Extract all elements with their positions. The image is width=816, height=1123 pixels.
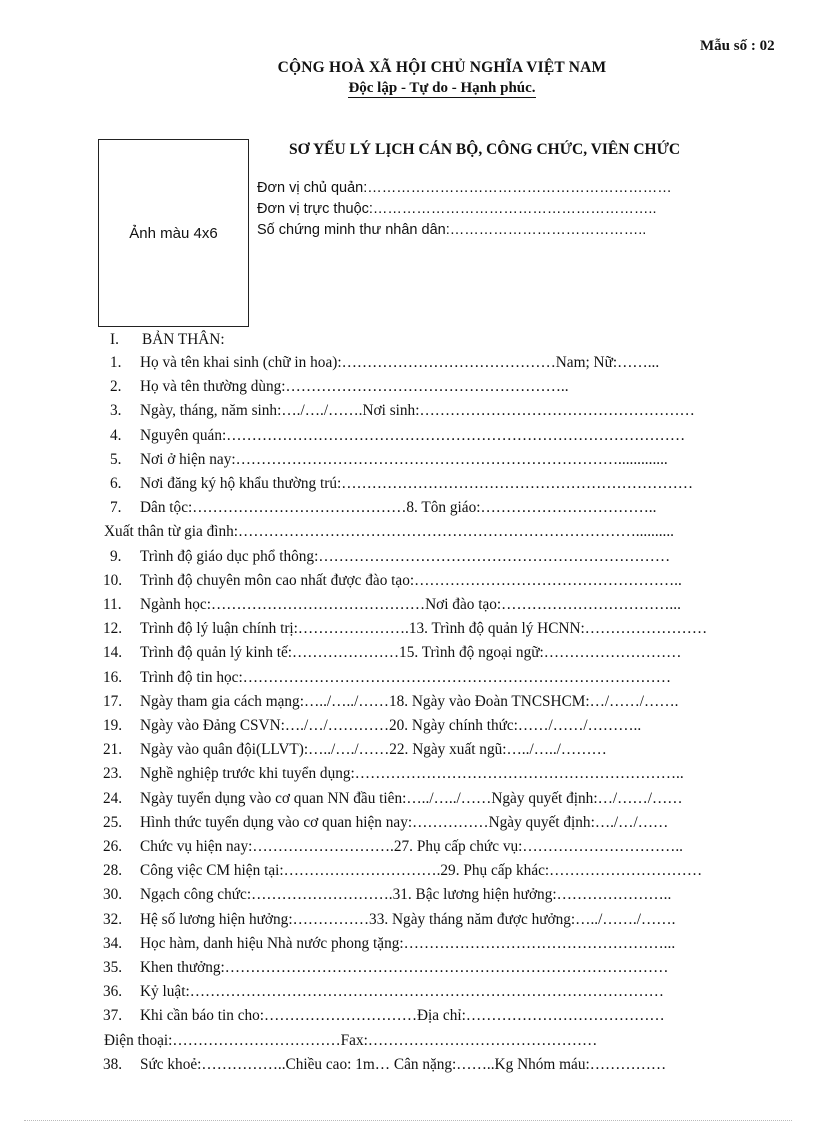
header-field-sub-unit[interactable]: Đơn vị trực thuộc:…………………………………………………..: [257, 201, 657, 217]
row-number: 2.: [110, 378, 122, 395]
row-number: 10.: [103, 572, 123, 589]
row-field-text[interactable]: Nghề nghiệp trước khi tuyển dụng:………………………………………………………..: [140, 765, 684, 782]
form-title: SƠ YẾU LÝ LỊCH CÁN BỘ, CÔNG CHỨC, VIÊN CHỨC: [289, 141, 681, 158]
header-field-id-number[interactable]: Số chứng minh thư nhân dân:…………………………………..: [257, 222, 647, 238]
motto: [0, 80, 816, 97]
row-field-text[interactable]: Trình độ lý luận chính trị:………………….13. Trình độ quản lý HCNN:……………………: [140, 620, 708, 637]
row-number: 25.: [103, 814, 123, 831]
row-number: 23.: [103, 765, 123, 782]
row-field-text[interactable]: Ngành học:……………………………………Nơi đào tạo:……………………………...: [140, 596, 681, 613]
row-number: 32.: [103, 911, 123, 928]
row-number: 1.: [110, 354, 122, 371]
row-field-text[interactable]: Trình độ giáo dục phổ thông:……………………………………………………………: [140, 548, 671, 565]
form-code: Mẫu số : 02: [700, 38, 775, 54]
row-number: 24.: [103, 790, 123, 807]
row-number: 35.: [103, 959, 123, 976]
section-title: BẢN THÂN:: [142, 331, 225, 348]
row-field-text[interactable]: Kỷ luật:…………………………………………………………………………………: [140, 983, 664, 1000]
row-field-text[interactable]: Họ và tên khai sinh (chữ in hoa):……………………………………Nam; Nữ:……...: [140, 354, 660, 371]
row-number: 34.: [103, 935, 123, 952]
row-number: 37.: [103, 1007, 123, 1024]
row-number: 9.: [110, 548, 122, 565]
row-number: 28.: [103, 862, 123, 879]
row-number: 26.: [103, 838, 123, 855]
row-field-text[interactable]: Nguyên quán:………………………………………………………………………………: [140, 427, 686, 444]
row-field-text[interactable]: Trình độ tin học:…………………………………………………………………………: [140, 669, 672, 686]
row-number: 3.: [110, 402, 122, 419]
row-field-text[interactable]: Chức vụ hiện nay:……………………….27. Phụ cấp chức vụ:…………………………..: [140, 838, 684, 855]
row-field-text[interactable]: Ngày tham gia cách mạng:…../…../……18. Ngày vào Đoàn TNCSHCM:…/……/…….: [140, 693, 679, 710]
row-field-text[interactable]: Ngày vào Đảng CSVN:…./…/…………20. Ngày chính thức:……/……/………..: [140, 717, 642, 734]
form-field-line[interactable]: Điện thoại:……………………………Fax:………………………………………: [104, 1032, 598, 1049]
row-field-text[interactable]: Khen thưởng:……………………………………………………………………………: [140, 959, 669, 976]
row-field-text[interactable]: Ngày vào quân đội(LLVT):…../…./……22. Ngày xuất ngũ:…../…../………: [140, 741, 607, 758]
row-number: 14.: [103, 644, 123, 661]
row-field-text[interactable]: Họ và tên thường dùng:………………………………………………..: [140, 378, 569, 395]
row-field-text[interactable]: Học hàm, danh hiệu Nhà nước phong tặng:……………………………………………...: [140, 935, 676, 952]
row-field-text[interactable]: Khi cần báo tin cho:…………………………Địa chỉ:…………………………………: [140, 1007, 665, 1024]
row-number: 7.: [110, 499, 122, 516]
row-field-text[interactable]: Trình độ quản lý kinh tế:…………………15. Trình độ ngoại ngữ:………………………: [140, 644, 682, 661]
row-field-text[interactable]: Ngày, tháng, năm sinh:…./…./…….Nơi sinh:………………………………………………: [140, 402, 695, 419]
form-field-line[interactable]: Xuất thân từ gia đình:……………………………………………………………………..........: [104, 523, 675, 540]
row-field-text[interactable]: Nơi ở hiện nay:………………………………………………………………….............: [140, 451, 668, 468]
row-number: 17.: [103, 693, 123, 710]
row-number: 30.: [103, 886, 123, 903]
motto-text: Độc lập - Tự do - Hạnh phúc.: [348, 80, 536, 96]
row-field-text[interactable]: Công việc CM hiện tại:………………………….29. Phụ cấp khác:…………………………: [140, 862, 703, 879]
row-field-text[interactable]: Ngạch công chức:……………………….31. Bậc lương hiện hưởng:…………………..: [140, 886, 672, 903]
photo-box: [98, 139, 249, 327]
section-number: I.: [110, 331, 119, 348]
row-field-text[interactable]: Trình độ chuyên môn cao nhất được đào tạo:……………………………………………..: [140, 572, 682, 589]
row-number: 36.: [103, 983, 123, 1000]
row-field-text[interactable]: Dân tộc:……………………………………8. Tôn giáo:……………………………..: [140, 499, 657, 516]
row-field-text[interactable]: Ngày tuyển dụng vào cơ quan NN đầu tiên:…../…../……Ngày quyết định:…/……/……: [140, 790, 683, 807]
bottom-divider: [24, 1120, 792, 1121]
row-number: 19.: [103, 717, 123, 734]
row-field-text[interactable]: Sức khoẻ:……………..Chiều cao: 1m… Cân nặng:……..Kg Nhóm máu:……………: [140, 1056, 667, 1073]
row-number: 21.: [103, 741, 123, 758]
row-field-text[interactable]: Hệ số lương hiện hưởng:……………33. Ngày tháng năm được hưởng:…../……./…….: [140, 911, 676, 928]
row-number: 12.: [103, 620, 123, 637]
row-number: 5.: [110, 451, 122, 468]
row-field-text[interactable]: Hình thức tuyển dụng vào cơ quan hiện nay:……………Ngày quyết định:…./…/……: [140, 814, 669, 831]
row-field-text[interactable]: Nơi đăng ký hộ khẩu thường trú:……………………………………………………………: [140, 475, 694, 492]
row-number: 11.: [103, 596, 122, 613]
nation-heading: CỘNG HOÀ XÃ HỘI CHỦ NGHĨA VIỆT NAM: [277, 59, 607, 76]
row-number: 6.: [110, 475, 122, 492]
row-number: 16.: [103, 669, 123, 686]
photo-box-label: Ảnh màu 4x6: [129, 224, 218, 242]
row-number: 38.: [103, 1056, 123, 1073]
row-number: 4.: [110, 427, 122, 444]
header-field-parent-unit[interactable]: Đơn vị chủ quản:………………………………………………………: [257, 180, 672, 196]
